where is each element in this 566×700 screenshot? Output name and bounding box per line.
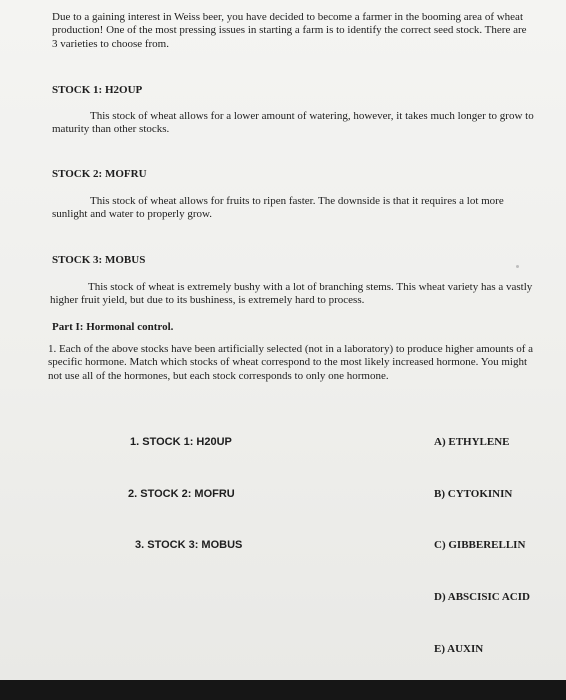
- stock-3-description: This stock of wheat is extremely bushy with a lot of branching stems. This wheat variety has a vastly higher fruit yield, but due to its bushiness, is extremely hard to process.: [50, 281, 533, 307]
- right-item-e: E) AUXIN: [434, 643, 484, 655]
- stock-1-description: This stock of wheat allows for a lower amount of watering, however, it takes much longer to grow to maturity than other stocks.: [52, 110, 534, 136]
- stock-2-heading: STOCK 2: MOFRU: [52, 168, 147, 180]
- stock-3-heading: STOCK 3: MOBUS: [52, 254, 146, 266]
- right-item-d: D) ABSCISIC ACID: [434, 591, 530, 603]
- left-item-stock-1: 1. STOCK 1: H20UP: [130, 436, 232, 448]
- part-heading: Part I: Hormonal control.: [52, 321, 174, 333]
- left-item-stock-3: 3. STOCK 3: MOBUS: [135, 539, 243, 551]
- stock-2-description: This stock of wheat allows for fruits to ripen faster. The downside is that it requires a lot more sunlight and water to properly grow.: [52, 195, 504, 221]
- right-item-a: A) ETHYLENE: [434, 436, 510, 448]
- right-item-b: B) CYTOKININ: [434, 488, 513, 500]
- bottom-dark-bar: [0, 680, 566, 700]
- stock-1-heading: STOCK 1: H2OUP: [52, 84, 143, 96]
- question-1: 1. Each of the above stocks have been artificially selected (not in a laboratory) to produce higher amounts of a specific hormone. Match which stocks of wheat correspond to the most likely increased hormone. You might not use all of the hormones, but each stock corresponds to only one hormone.: [48, 343, 534, 382]
- right-item-c: C) GIBBERELLIN: [434, 539, 526, 551]
- intro-paragraph: Due to a gaining interest in Weiss beer, you have decided to become a farmer in the booming area of wheat production! One of the most pressing issues in starting a farm is to identify the correct seed stock. There are 3 varieties to choose from.: [52, 11, 527, 50]
- left-item-stock-2: 2. STOCK 2: MOFRU: [128, 488, 235, 500]
- stray-mark: [516, 265, 519, 268]
